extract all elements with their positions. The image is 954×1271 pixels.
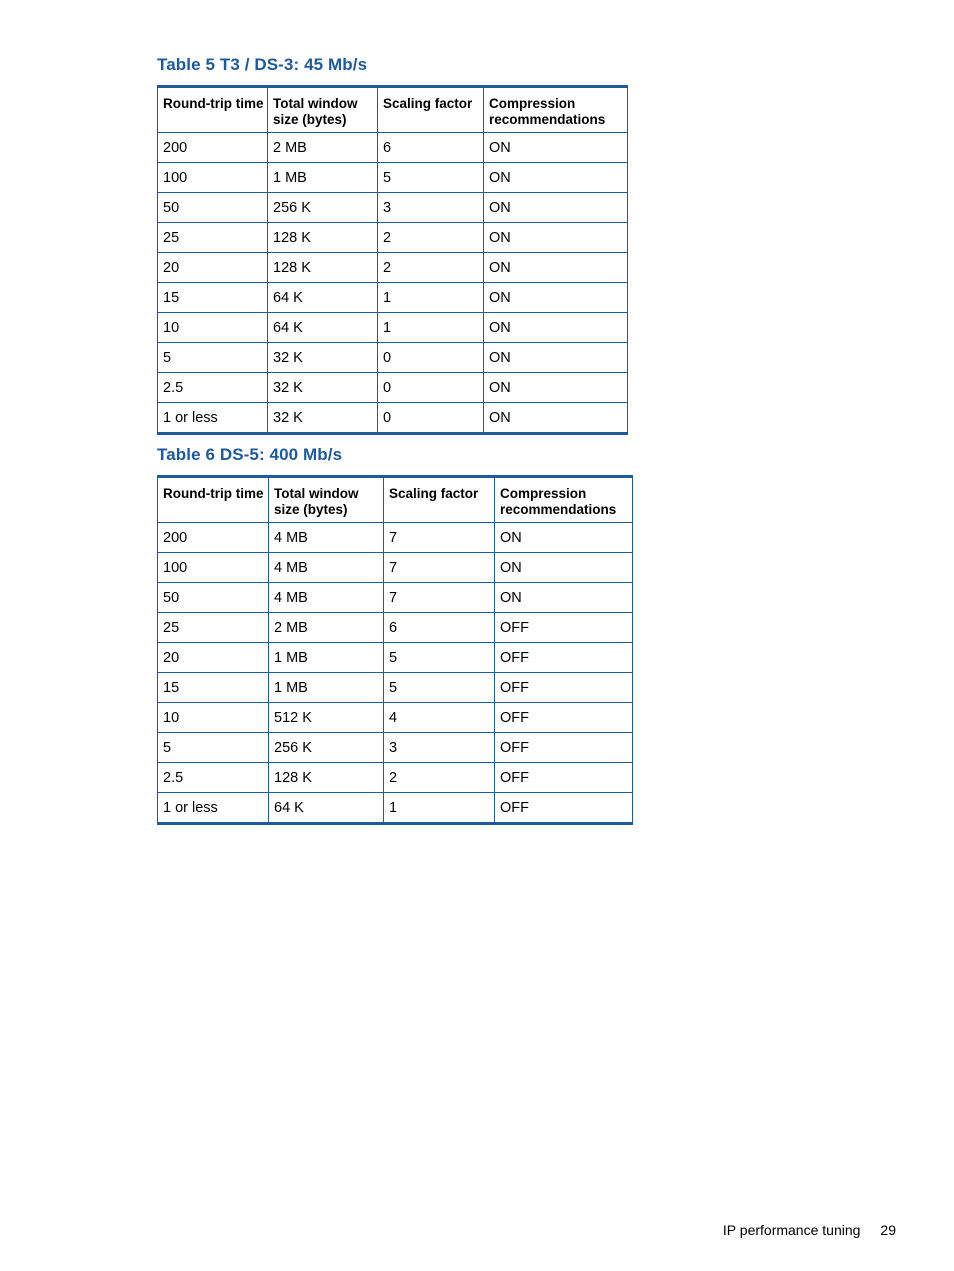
cell-scaling-factor: 5 [378, 163, 484, 193]
cell-compression: ON [484, 403, 628, 434]
cell-scaling-factor: 0 [378, 343, 484, 373]
table-row [158, 733, 633, 763]
cell-window-size: 128 K [268, 253, 378, 283]
cell-window-size: 32 K [268, 373, 378, 403]
cell-round-trip-time: 50 [158, 583, 269, 613]
cell-window-size: 4 MB [269, 583, 384, 613]
cell-round-trip-time: 5 [158, 343, 268, 373]
table-row [158, 133, 628, 163]
cell-compression: ON [484, 313, 628, 343]
cell-window-size: 1 MB [269, 643, 384, 673]
table-row [158, 703, 633, 733]
cell-window-size: 2 MB [268, 133, 378, 163]
cell-scaling-factor: 5 [384, 673, 495, 703]
cell-scaling-factor: 4 [384, 703, 495, 733]
table-row [158, 343, 628, 373]
cell-compression: OFF [495, 763, 633, 793]
cell-round-trip-time: 100 [158, 163, 268, 193]
header-total-window-size: Total window size (bytes) [269, 477, 384, 523]
header-scaling-factor: Scaling factor [384, 477, 495, 523]
header-scaling-factor: Scaling factor [378, 87, 484, 133]
cell-compression: ON [484, 373, 628, 403]
table-row [158, 553, 633, 583]
table5-caption: Table 5 T3 / DS-3: 45 Mb/s [157, 55, 368, 74]
cell-compression: ON [484, 343, 628, 373]
footer-section-title: IP performance tuning [722, 1222, 861, 1238]
cell-compression: ON [484, 193, 628, 223]
cell-compression: ON [484, 253, 628, 283]
cell-compression: OFF [495, 613, 633, 643]
cell-scaling-factor: 6 [384, 613, 495, 643]
cell-scaling-factor: 7 [384, 523, 495, 553]
cell-round-trip-time: 25 [158, 613, 269, 643]
cell-round-trip-time: 1 or less [158, 793, 269, 824]
cell-scaling-factor: 6 [378, 133, 484, 163]
cell-window-size: 1 MB [268, 163, 378, 193]
cell-round-trip-time: 15 [158, 673, 269, 703]
cell-compression: ON [495, 583, 633, 613]
cell-round-trip-time: 200 [158, 133, 268, 163]
cell-round-trip-time: 2.5 [158, 763, 269, 793]
table-row [158, 313, 628, 343]
cell-window-size: 1 MB [269, 673, 384, 703]
table5-header-row [158, 87, 628, 133]
cell-compression: ON [484, 163, 628, 193]
cell-scaling-factor: 0 [378, 403, 484, 434]
cell-compression: ON [495, 523, 633, 553]
cell-window-size: 4 MB [269, 553, 384, 583]
cell-scaling-factor: 2 [378, 253, 484, 283]
cell-window-size: 128 K [269, 763, 384, 793]
cell-round-trip-time: 20 [158, 643, 269, 673]
cell-compression: OFF [495, 643, 633, 673]
table-row [158, 673, 633, 703]
cell-round-trip-time: 200 [158, 523, 269, 553]
cell-scaling-factor: 0 [378, 373, 484, 403]
cell-round-trip-time: 25 [158, 223, 268, 253]
cell-compression: OFF [495, 793, 633, 824]
cell-scaling-factor: 2 [384, 763, 495, 793]
table-row [158, 793, 633, 824]
cell-round-trip-time: 2.5 [158, 373, 268, 403]
table-row [158, 163, 628, 193]
cell-round-trip-time: 15 [158, 283, 268, 313]
header-compression: Compression recommendations [484, 87, 628, 133]
cell-window-size: 256 K [269, 733, 384, 763]
table6-caption: Table 6 DS-5: 400 Mb/s [157, 445, 343, 464]
cell-round-trip-time: 20 [158, 253, 268, 283]
cell-scaling-factor: 3 [384, 733, 495, 763]
cell-scaling-factor: 7 [384, 553, 495, 583]
table-row [158, 193, 628, 223]
cell-compression: ON [484, 223, 628, 253]
table-row [158, 763, 633, 793]
cell-round-trip-time: 50 [158, 193, 268, 223]
header-compression: Compression recommendations [495, 477, 633, 523]
cell-round-trip-time: 10 [158, 313, 268, 343]
table5 [157, 85, 628, 435]
cell-window-size: 64 K [268, 283, 378, 313]
table-row [158, 643, 633, 673]
cell-compression: ON [484, 283, 628, 313]
table-row [158, 613, 633, 643]
cell-window-size: 64 K [268, 313, 378, 343]
page-footer [723, 1222, 896, 1238]
cell-window-size: 32 K [268, 343, 378, 373]
cell-scaling-factor: 1 [378, 313, 484, 343]
header-round-trip-time: Round-trip time [158, 87, 268, 133]
table6-header-row [158, 477, 633, 523]
cell-compression: OFF [495, 703, 633, 733]
table-row [158, 583, 633, 613]
cell-window-size: 32 K [268, 403, 378, 434]
page-number: 29 [880, 1222, 896, 1238]
table6 [157, 475, 633, 825]
header-round-trip-time: Round-trip time [158, 477, 269, 523]
cell-window-size: 4 MB [269, 523, 384, 553]
cell-compression: OFF [495, 733, 633, 763]
table-row [158, 253, 628, 283]
cell-round-trip-time: 100 [158, 553, 269, 583]
table-row [158, 523, 633, 553]
cell-compression: OFF [495, 673, 633, 703]
cell-scaling-factor: 3 [378, 193, 484, 223]
cell-scaling-factor: 5 [384, 643, 495, 673]
cell-window-size: 2 MB [269, 613, 384, 643]
table-row [158, 283, 628, 313]
cell-compression: ON [484, 133, 628, 163]
cell-round-trip-time: 5 [158, 733, 269, 763]
header-total-window-size: Total window size (bytes) [268, 87, 378, 133]
cell-window-size: 128 K [268, 223, 378, 253]
table-row [158, 403, 628, 434]
table-row [158, 373, 628, 403]
cell-round-trip-time: 1 or less [158, 403, 268, 434]
cell-compression: ON [495, 553, 633, 583]
cell-scaling-factor: 2 [378, 223, 484, 253]
cell-scaling-factor: 1 [384, 793, 495, 824]
cell-window-size: 512 K [269, 703, 384, 733]
table-row [158, 223, 628, 253]
cell-round-trip-time: 10 [158, 703, 269, 733]
cell-window-size: 64 K [269, 793, 384, 824]
cell-scaling-factor: 7 [384, 583, 495, 613]
cell-window-size: 256 K [268, 193, 378, 223]
cell-scaling-factor: 1 [378, 283, 484, 313]
